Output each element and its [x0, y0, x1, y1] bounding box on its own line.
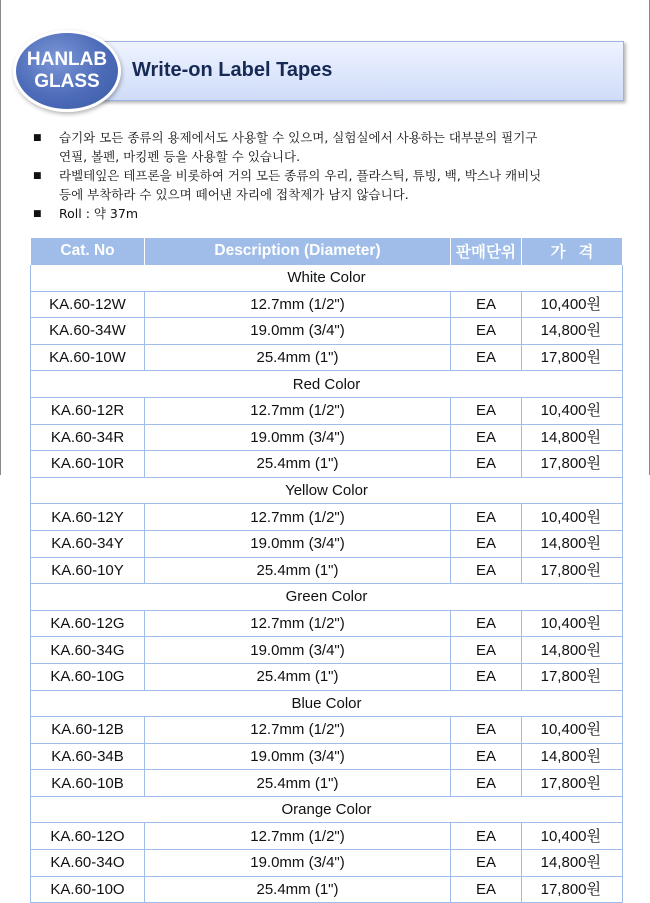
table-row	[31, 663, 623, 690]
unit-cell: EA	[451, 770, 522, 797]
section-row	[31, 371, 623, 398]
unit-cell: EA	[451, 344, 522, 371]
unit-cell: EA	[451, 530, 522, 557]
table-row	[31, 770, 623, 797]
bullet-square-icon: ■	[33, 209, 42, 219]
section-title: Red Color	[31, 371, 623, 398]
description-cell: 12.7mm (1/2")	[145, 610, 451, 637]
cat-no-cell: KA.60-12Y	[31, 504, 145, 531]
section-row	[31, 477, 623, 504]
description-cell: 12.7mm (1/2")	[145, 717, 451, 744]
table-row	[31, 743, 623, 770]
description-cell: 12.7mm (1/2")	[145, 823, 451, 850]
description-cell: 19.0mm (3/4")	[145, 637, 451, 664]
table-row	[31, 424, 623, 451]
table-row	[31, 451, 623, 478]
table-row	[31, 717, 623, 744]
unit-cell: EA	[451, 637, 522, 664]
table-header-row	[31, 238, 623, 265]
unit-cell: EA	[451, 743, 522, 770]
description-cell: 12.7mm (1/2")	[145, 291, 451, 318]
table-row	[31, 530, 623, 557]
cat-no-cell: KA.60-34R	[31, 424, 145, 451]
description-cell: 12.7mm (1/2")	[145, 504, 451, 531]
price-cell: 14,800원	[522, 424, 623, 451]
unit-cell: EA	[451, 291, 522, 318]
unit-cell: EA	[451, 717, 522, 744]
price-cell: 10,400원	[522, 291, 623, 318]
cat-no-cell: KA.60-34W	[31, 318, 145, 345]
description-cell: 25.4mm (1")	[145, 770, 451, 797]
unit-cell: EA	[451, 397, 522, 424]
price-cell: 10,400원	[522, 504, 623, 531]
table-row	[31, 610, 623, 637]
cat-no-cell: KA.60-34G	[31, 637, 145, 664]
price-table	[30, 238, 623, 903]
unit-cell: EA	[451, 557, 522, 584]
cat-no-cell: KA.60-12O	[31, 823, 145, 850]
table-row	[31, 823, 623, 850]
price-cell: 17,800원	[522, 876, 623, 903]
description-bullets	[33, 128, 643, 224]
cat-no-cell: KA.60-12B	[31, 717, 145, 744]
header-price: 가 격	[522, 238, 623, 265]
price-cell: 17,800원	[522, 663, 623, 690]
cat-no-cell: KA.60-12R	[31, 397, 145, 424]
section-row	[31, 690, 623, 717]
section-title: White Color	[31, 265, 623, 292]
price-cell: 17,800원	[522, 451, 623, 478]
section-title: Blue Color	[31, 690, 623, 717]
description-cell: 19.0mm (3/4")	[145, 743, 451, 770]
price-cell: 17,800원	[522, 344, 623, 371]
bullet-line: 등에 부착하라 수 있으며 떼어낸 자리에 접착제가 남지 않습니다.	[59, 187, 409, 202]
unit-cell: EA	[451, 876, 522, 903]
price-cell: 10,400원	[522, 823, 623, 850]
hanlab-glass-logo	[13, 30, 121, 112]
description-cell: 25.4mm (1")	[145, 557, 451, 584]
section-title: Green Color	[31, 584, 623, 611]
price-cell: 17,800원	[522, 557, 623, 584]
description-cell: 19.0mm (3/4")	[145, 318, 451, 345]
bullet-text	[59, 128, 643, 166]
bullet-item	[33, 204, 643, 224]
unit-cell: EA	[451, 850, 522, 877]
unit-cell: EA	[451, 610, 522, 637]
unit-cell: EA	[451, 424, 522, 451]
table-row	[31, 504, 623, 531]
bullet-line: 습기와 모든 종류의 용제에서도 사용할 수 있으며, 실험실에서 사용하는 대부분의 필기구	[59, 130, 538, 145]
description-cell: 12.7mm (1/2")	[145, 397, 451, 424]
unit-cell: EA	[451, 823, 522, 850]
section-row	[31, 796, 623, 823]
bullet-text	[59, 166, 643, 204]
bullet-line: Roll : 약 37m	[59, 206, 139, 221]
page-left-border	[0, 0, 1, 475]
price-cell: 14,800원	[522, 743, 623, 770]
table-row	[31, 850, 623, 877]
table-row	[31, 344, 623, 371]
price-cell: 10,400원	[522, 717, 623, 744]
table-row	[31, 876, 623, 903]
section-row	[31, 265, 623, 292]
cat-no-cell: KA.60-10R	[31, 451, 145, 478]
price-cell: 14,800원	[522, 637, 623, 664]
section-title: Orange Color	[31, 796, 623, 823]
bullet-square-icon: ■	[33, 133, 42, 143]
cat-no-cell: KA.60-10W	[31, 344, 145, 371]
cat-no-cell: KA.60-10B	[31, 770, 145, 797]
unit-cell: EA	[451, 318, 522, 345]
bullet-text	[59, 204, 643, 224]
section-title: Yellow Color	[31, 477, 623, 504]
cat-no-cell: KA.60-10G	[31, 663, 145, 690]
unit-cell: EA	[451, 451, 522, 478]
unit-cell: EA	[451, 504, 522, 531]
unit-cell: EA	[451, 663, 522, 690]
cat-no-cell: KA.60-10O	[31, 876, 145, 903]
cat-no-cell: KA.60-12G	[31, 610, 145, 637]
bullet-item	[33, 128, 643, 166]
description-cell: 19.0mm (3/4")	[145, 850, 451, 877]
bullet-line: 연필, 볼펜, 마킹펜 등을 사용할 수 있습니다.	[59, 149, 301, 164]
bullet-item	[33, 166, 643, 204]
table-row	[31, 291, 623, 318]
price-cell: 14,800원	[522, 850, 623, 877]
description-cell: 19.0mm (3/4")	[145, 424, 451, 451]
description-cell: 19.0mm (3/4")	[145, 530, 451, 557]
table-row	[31, 557, 623, 584]
description-cell: 25.4mm (1")	[145, 663, 451, 690]
section-row	[31, 584, 623, 611]
description-cell: 25.4mm (1")	[145, 451, 451, 478]
price-cell: 17,800원	[522, 770, 623, 797]
header-unit: 판매단위	[451, 238, 522, 265]
logo-line-1: HANLAB	[26, 49, 108, 70]
description-cell: 25.4mm (1")	[145, 344, 451, 371]
header-description: Description (Diameter)	[145, 238, 451, 265]
price-cell: 10,400원	[522, 610, 623, 637]
header-cat-no: Cat. No	[31, 238, 145, 265]
description-cell: 25.4mm (1")	[145, 876, 451, 903]
cat-no-cell: KA.60-10Y	[31, 557, 145, 584]
page-title: Write-on Label Tapes	[132, 59, 333, 81]
bullet-line: 라벨테잎은 테프론을 비롯하여 거의 모든 종류의 우리, 플라스틱, 튜빙, 백, 박스나 캐비닛	[59, 168, 542, 183]
table-row	[31, 637, 623, 664]
table-row	[31, 397, 623, 424]
price-cell: 14,800원	[522, 318, 623, 345]
cat-no-cell: KA.60-12W	[31, 291, 145, 318]
cat-no-cell: KA.60-34B	[31, 743, 145, 770]
price-cell: 14,800원	[522, 530, 623, 557]
cat-no-cell: KA.60-34O	[31, 850, 145, 877]
price-cell: 10,400원	[522, 397, 623, 424]
table-row	[31, 318, 623, 345]
logo-line-2: GLASS	[34, 71, 100, 92]
cat-no-cell: KA.60-34Y	[31, 530, 145, 557]
bullet-square-icon: ■	[33, 171, 42, 181]
